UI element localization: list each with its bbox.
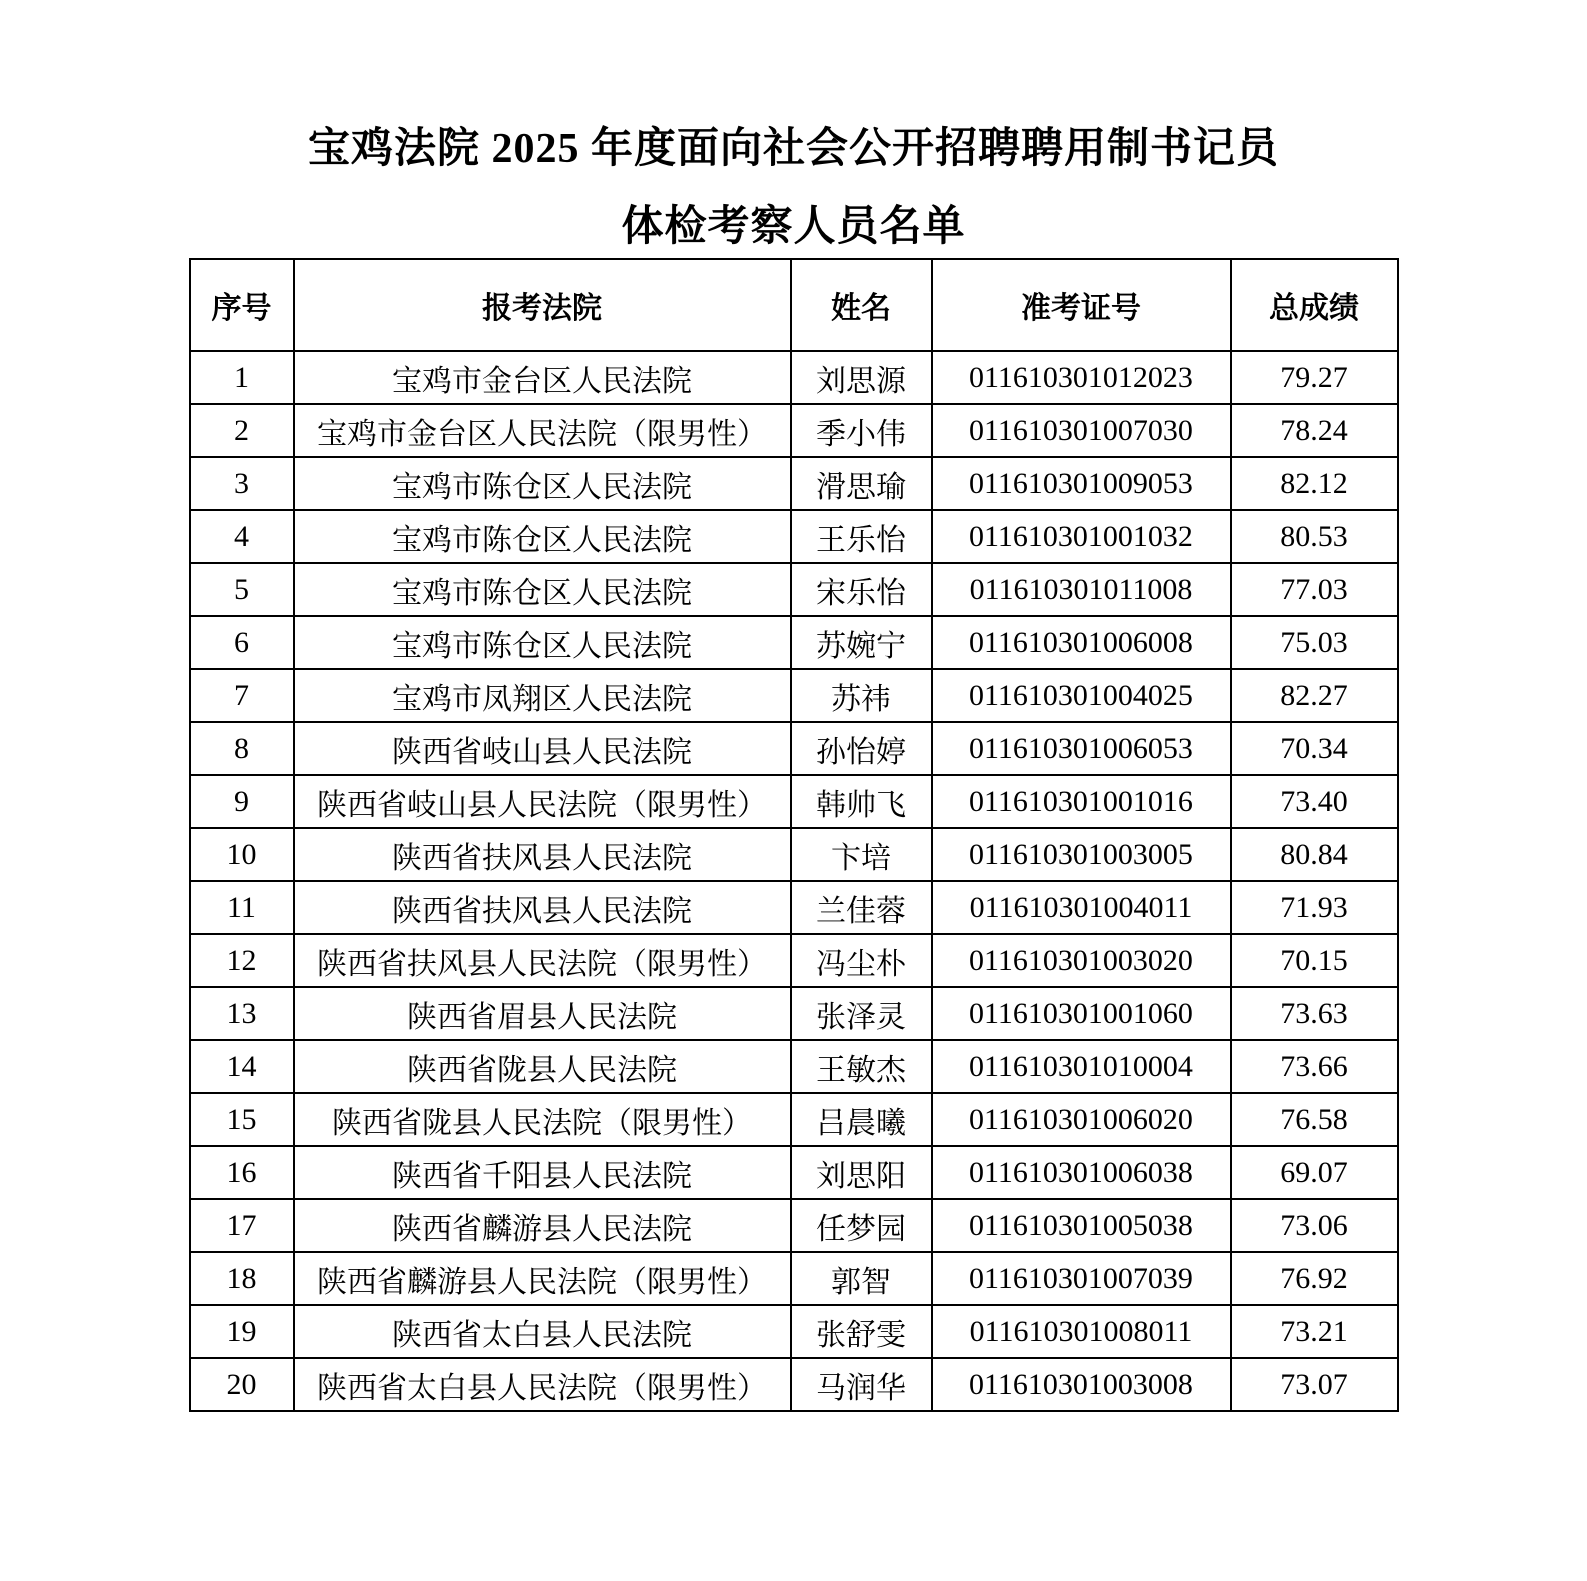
cell-name: 冯尘朴: [791, 934, 932, 987]
cell-name: 卞培: [791, 828, 932, 881]
table-row: [190, 828, 1398, 881]
table-row: [190, 563, 1398, 616]
cell-exam-id: 011610301007030: [932, 404, 1231, 457]
cell-index: 3: [190, 457, 294, 510]
cell-exam-id: 011610301001060: [932, 987, 1231, 1040]
cell-score: 73.66: [1231, 1040, 1398, 1093]
cell-name: 兰佳蓉: [791, 881, 932, 934]
cell-name: 王乐怡: [791, 510, 932, 563]
cell-score: 75.03: [1231, 616, 1398, 669]
cell-index: 7: [190, 669, 294, 722]
cell-exam-id: 011610301004025: [932, 669, 1231, 722]
cell-name: 滑思瑜: [791, 457, 932, 510]
cell-court: 陕西省陇县人民法院（限男性）: [294, 1093, 791, 1146]
cell-exam-id: 011610301001032: [932, 510, 1231, 563]
cell-score: 71.93: [1231, 881, 1398, 934]
table-row: [190, 1305, 1398, 1358]
cell-court: 陕西省麟游县人民法院（限男性）: [294, 1252, 791, 1305]
cell-score: 70.15: [1231, 934, 1398, 987]
cell-court: 陕西省千阳县人民法院: [294, 1146, 791, 1199]
table-row: [190, 404, 1398, 457]
cell-index: 17: [190, 1199, 294, 1252]
table-row: [190, 351, 1398, 404]
table-row: [190, 934, 1398, 987]
cell-index: 6: [190, 616, 294, 669]
cell-score: 82.27: [1231, 669, 1398, 722]
medical-exam-candidates-table: [189, 258, 1399, 1412]
cell-score: 76.58: [1231, 1093, 1398, 1146]
cell-court: 陕西省太白县人民法院: [294, 1305, 791, 1358]
cell-exam-id: 011610301006008: [932, 616, 1231, 669]
table-row: [190, 775, 1398, 828]
cell-score: 76.92: [1231, 1252, 1398, 1305]
cell-name: 刘思源: [791, 351, 932, 404]
cell-name: 韩帅飞: [791, 775, 932, 828]
cell-name: 苏婉宁: [791, 616, 932, 669]
cell-score: 78.24: [1231, 404, 1398, 457]
cell-court: 宝鸡市金台区人民法院: [294, 351, 791, 404]
cell-court: 宝鸡市凤翔区人民法院: [294, 669, 791, 722]
cell-exam-id: 011610301008011: [932, 1305, 1231, 1358]
cell-score: 73.06: [1231, 1199, 1398, 1252]
cell-exam-id: 011610301009053: [932, 457, 1231, 510]
cell-name: 张泽灵: [791, 987, 932, 1040]
cell-index: 13: [190, 987, 294, 1040]
cell-score: 70.34: [1231, 722, 1398, 775]
column-header-exam-id: 准考证号: [932, 259, 1231, 351]
cell-exam-id: 011610301003005: [932, 828, 1231, 881]
table-row: [190, 669, 1398, 722]
table-row: [190, 722, 1398, 775]
cell-index: 12: [190, 934, 294, 987]
cell-name: 孙怡婷: [791, 722, 932, 775]
cell-score: 77.03: [1231, 563, 1398, 616]
cell-index: 18: [190, 1252, 294, 1305]
cell-index: 8: [190, 722, 294, 775]
cell-court: 宝鸡市金台区人民法院（限男性）: [294, 404, 791, 457]
cell-index: 9: [190, 775, 294, 828]
column-header-index: 序号: [190, 259, 294, 351]
cell-score: 82.12: [1231, 457, 1398, 510]
cell-index: 4: [190, 510, 294, 563]
cell-name: 郭智: [791, 1252, 932, 1305]
cell-court: 陕西省眉县人民法院: [294, 987, 791, 1040]
cell-exam-id: 011610301004011: [932, 881, 1231, 934]
cell-index: 15: [190, 1093, 294, 1146]
table-row: [190, 510, 1398, 563]
document-title-line1: 宝鸡法院 2025 年度面向社会公开招聘聘用制书记员: [307, 126, 1279, 172]
cell-score: 79.27: [1231, 351, 1398, 404]
cell-court: 陕西省岐山县人民法院（限男性）: [294, 775, 791, 828]
table-row: [190, 616, 1398, 669]
cell-court: 陕西省扶风县人民法院: [294, 881, 791, 934]
cell-index: 1: [190, 351, 294, 404]
cell-exam-id: 011610301005038: [932, 1199, 1231, 1252]
cell-index: 10: [190, 828, 294, 881]
cell-name: 季小伟: [791, 404, 932, 457]
table-row: [190, 1199, 1398, 1252]
cell-exam-id: 011610301012023: [932, 351, 1231, 404]
cell-index: 2: [190, 404, 294, 457]
cell-exam-id: 011610301001016: [932, 775, 1231, 828]
cell-exam-id: 011610301010004: [932, 1040, 1231, 1093]
cell-name: 王敏杰: [791, 1040, 932, 1093]
cell-score: 80.84: [1231, 828, 1398, 881]
table-row: [190, 1358, 1398, 1411]
cell-index: 16: [190, 1146, 294, 1199]
table-row: [190, 1146, 1398, 1199]
cell-court: 宝鸡市陈仓区人民法院: [294, 510, 791, 563]
table-row: [190, 1252, 1398, 1305]
cell-exam-id: 011610301003008: [932, 1358, 1231, 1411]
cell-score: 73.63: [1231, 987, 1398, 1040]
table-row: [190, 1040, 1398, 1093]
cell-index: 19: [190, 1305, 294, 1358]
table-row: [190, 881, 1398, 934]
cell-name: 苏祎: [791, 669, 932, 722]
cell-score: 73.40: [1231, 775, 1398, 828]
cell-exam-id: 011610301011008: [932, 563, 1231, 616]
cell-name: 任梦园: [791, 1199, 932, 1252]
cell-index: 5: [190, 563, 294, 616]
cell-index: 14: [190, 1040, 294, 1093]
cell-score: 80.53: [1231, 510, 1398, 563]
cell-court: 宝鸡市陈仓区人民法院: [294, 563, 791, 616]
cell-court: 陕西省扶风县人民法院: [294, 828, 791, 881]
column-header-score: 总成绩: [1231, 259, 1398, 351]
table-row: [190, 987, 1398, 1040]
column-header-court: 报考法院: [294, 259, 791, 351]
cell-name: 马润华: [791, 1358, 932, 1411]
column-header-name: 姓名: [791, 259, 932, 351]
cell-exam-id: 011610301006053: [932, 722, 1231, 775]
cell-name: 吕晨曦: [791, 1093, 932, 1146]
cell-name: 张舒雯: [791, 1305, 932, 1358]
cell-name: 宋乐怡: [791, 563, 932, 616]
document-title-line2: 体检考察人员名单: [621, 204, 966, 250]
cell-exam-id: 011610301006038: [932, 1146, 1231, 1199]
cell-index: 20: [190, 1358, 294, 1411]
table-row: [190, 457, 1398, 510]
cell-court: 陕西省太白县人民法院（限男性）: [294, 1358, 791, 1411]
cell-name: 刘思阳: [791, 1146, 932, 1199]
table-body: [190, 351, 1398, 1411]
cell-exam-id: 011610301006020: [932, 1093, 1231, 1146]
table-row: [190, 1093, 1398, 1146]
cell-court: 陕西省扶风县人民法院（限男性）: [294, 934, 791, 987]
table-header-row: [190, 259, 1398, 351]
cell-exam-id: 011610301003020: [932, 934, 1231, 987]
cell-exam-id: 011610301007039: [932, 1252, 1231, 1305]
cell-court: 宝鸡市陈仓区人民法院: [294, 457, 791, 510]
cell-court: 宝鸡市陈仓区人民法院: [294, 616, 791, 669]
cell-index: 11: [190, 881, 294, 934]
cell-score: 73.07: [1231, 1358, 1398, 1411]
cell-court: 陕西省岐山县人民法院: [294, 722, 791, 775]
cell-score: 73.21: [1231, 1305, 1398, 1358]
cell-court: 陕西省麟游县人民法院: [294, 1199, 791, 1252]
cell-court: 陕西省陇县人民法院: [294, 1040, 791, 1093]
cell-score: 69.07: [1231, 1146, 1398, 1199]
